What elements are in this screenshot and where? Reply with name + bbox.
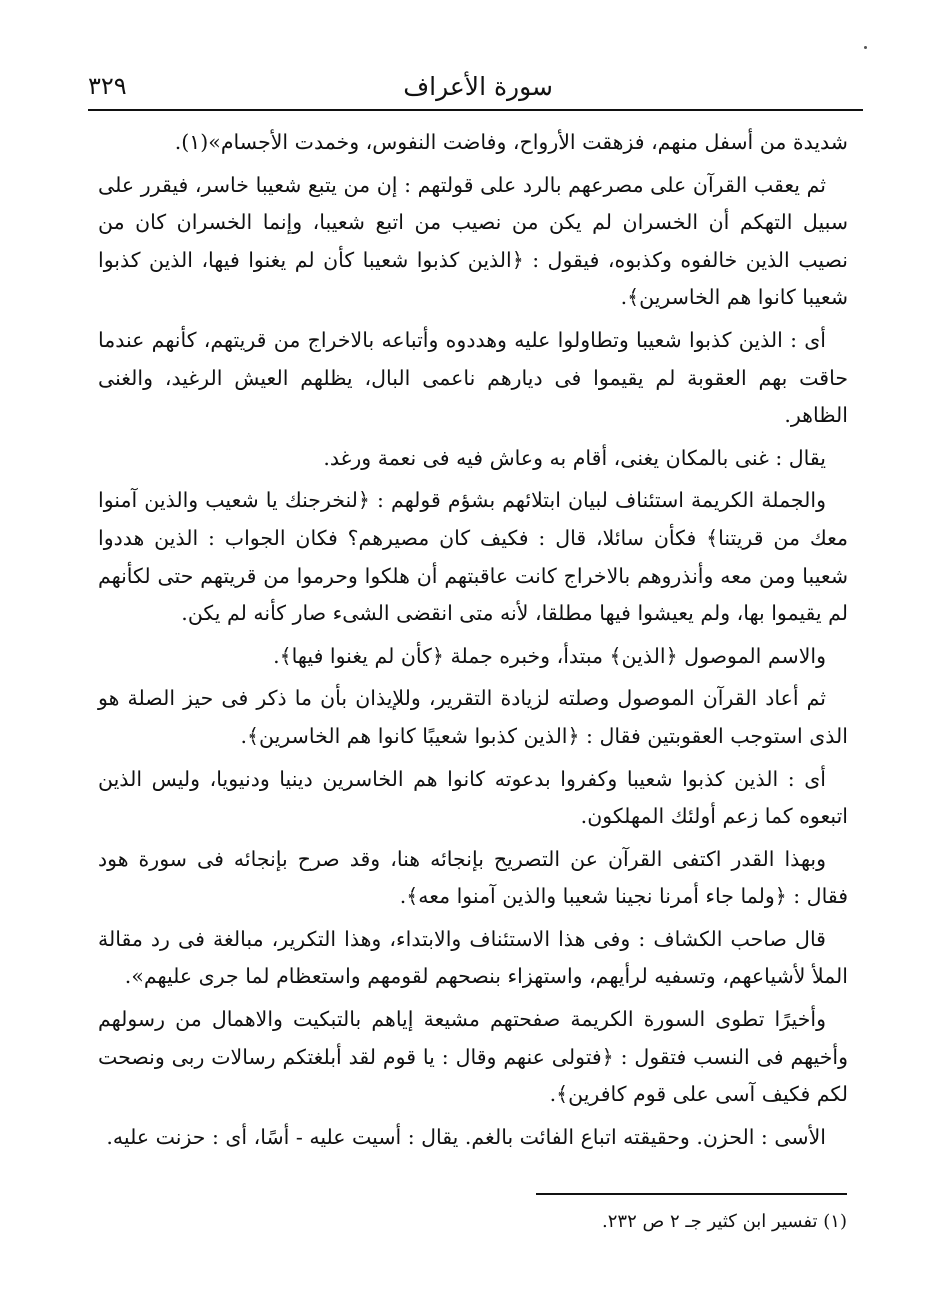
paragraph-1: شديدة من أسفل منهم، فزهقت الأرواح، وفاضت النفوس، وخمدت الأجسام»(١). [174,130,848,154]
page-number: ٣٢٩ [88,72,127,100]
paragraph-3: أى : الذين كذبوا شعيبا وتطاولوا عليه وهددوه وأتباعه بالاخراج من قريتهم، كأنهم عندما حاقت بهم العقوبة لم يقيموا فى ديارهم ناعمى البال، يظلهم العيش الرغيد، والغنى الظاهر. [98,327,848,428]
footnote: (١) تفسير ابن كثير جـ ٢ ص ٢٣٢. [602,1211,847,1232]
footnote-divider [536,1193,847,1195]
surah-title: سورة الأعراف [403,72,553,101]
paragraph-6: والاسم الموصول ﴿الذين﴾ مبتدأ، وخبره جملة ﴿كأن لم يغنوا فيها﴾. [273,643,826,668]
paragraph-11: وأخيرًا تطوى السورة الكريمة صفحتهم مشيعة إياهم بالتبكيت والاهمال من رسولهم وأخيهم فى النسب فتقول : ﴿فتولى عنهم وقال : يا قوم لقد أبلغتكم رسالات ربى ونصحت لكم فكيف آسى على قوم كافرين﴾. [98,1007,848,1107]
paragraph-7: ثم أعاد القرآن الموصول وصلته لزيادة التقرير، وللإيذان بأن ما ذكر فى حيز الصلة هو الذى استوجب العقوبتين فقال : ﴿الذين كذبوا شعيبًا كانوا هم الخاسرين﴾. [98,686,848,748]
paragraph-2: ثم يعقب القرآن على مصرعهم بالرد على قولتهم : إن من يتبع شعيبا خاسر، فيقرر على سبيل التهكم أن الخسران لم يكن من نصيب من اتبع شعيبا، وإنما الخسران كان من نصيب الذين خالفوه وكذبوه، فيقول : ﴿الذين كذبوا شعيبا كأن لم يغنوا فيها، الذين كذبوا شعيبا كانوا هم الخاسرين﴾. [98,172,848,310]
paragraph-8: أى : الذين كذبوا شعيبا وكفروا بدعوته كانوا هم الخاسرين دينيا ودنيويا، وليس الذين اتبعوه كما زعم أولئك المهلكون. [98,766,848,829]
paragraph-12: الأسى : الحزن. وحقيقته اتباع الفائت بالغم. يقال : أسيت عليه - أسًا، أى : حزنت عليه. [106,1124,826,1149]
paragraph-9: وبهذا القدر اكتفى القرآن عن التصريح بإنجائه هنا، وقد صرح بإنجائه فى سورة هود فقال : ﴿ولما جاء أمرنا نجينا شعيبا والذين آمنوا معه﴾. [98,846,848,909]
main-text [98,124,848,1161]
paragraph-10: قال صاحب الكشاف : وفى هذا الاستئناف والابتداء، وهذا التكرير، مبالغة فى رد مقالة الملأ لأشياعهم، وتسفيه لرأيهم، واستهزاء بنصحهم لقومهم واستعظام لما جرى عليهم». [98,926,848,989]
page-header [88,66,863,110]
header-divider [88,109,863,111]
paragraph-5: والجملة الكريمة استئناف لبيان ابتلائهم بشؤم قولهم : ﴿لنخرجنك يا شعيب والذين آمنوا معك من قريتنا﴾ فكأن سائلا، قال : فكيف كان مصيرهم؟ فكان الجواب : الذين هددوا شعيبا ومن معه وأنذروهم بالاخراج كانت عاقبتهم أن هلكوا وحرموا من قريتهم حتى لكأنهم لم يقيموا بها، ولم يعيشوا فيها مطلقا، لأنه متى انقضى الشىء صار كأنه لم يكن. [98,488,848,626]
paragraph-4: يقال : غنى بالمكان يغنى، أقام به وعاش فيه فى نعمة ورغد. [323,445,826,470]
scan-speck [864,46,867,49]
